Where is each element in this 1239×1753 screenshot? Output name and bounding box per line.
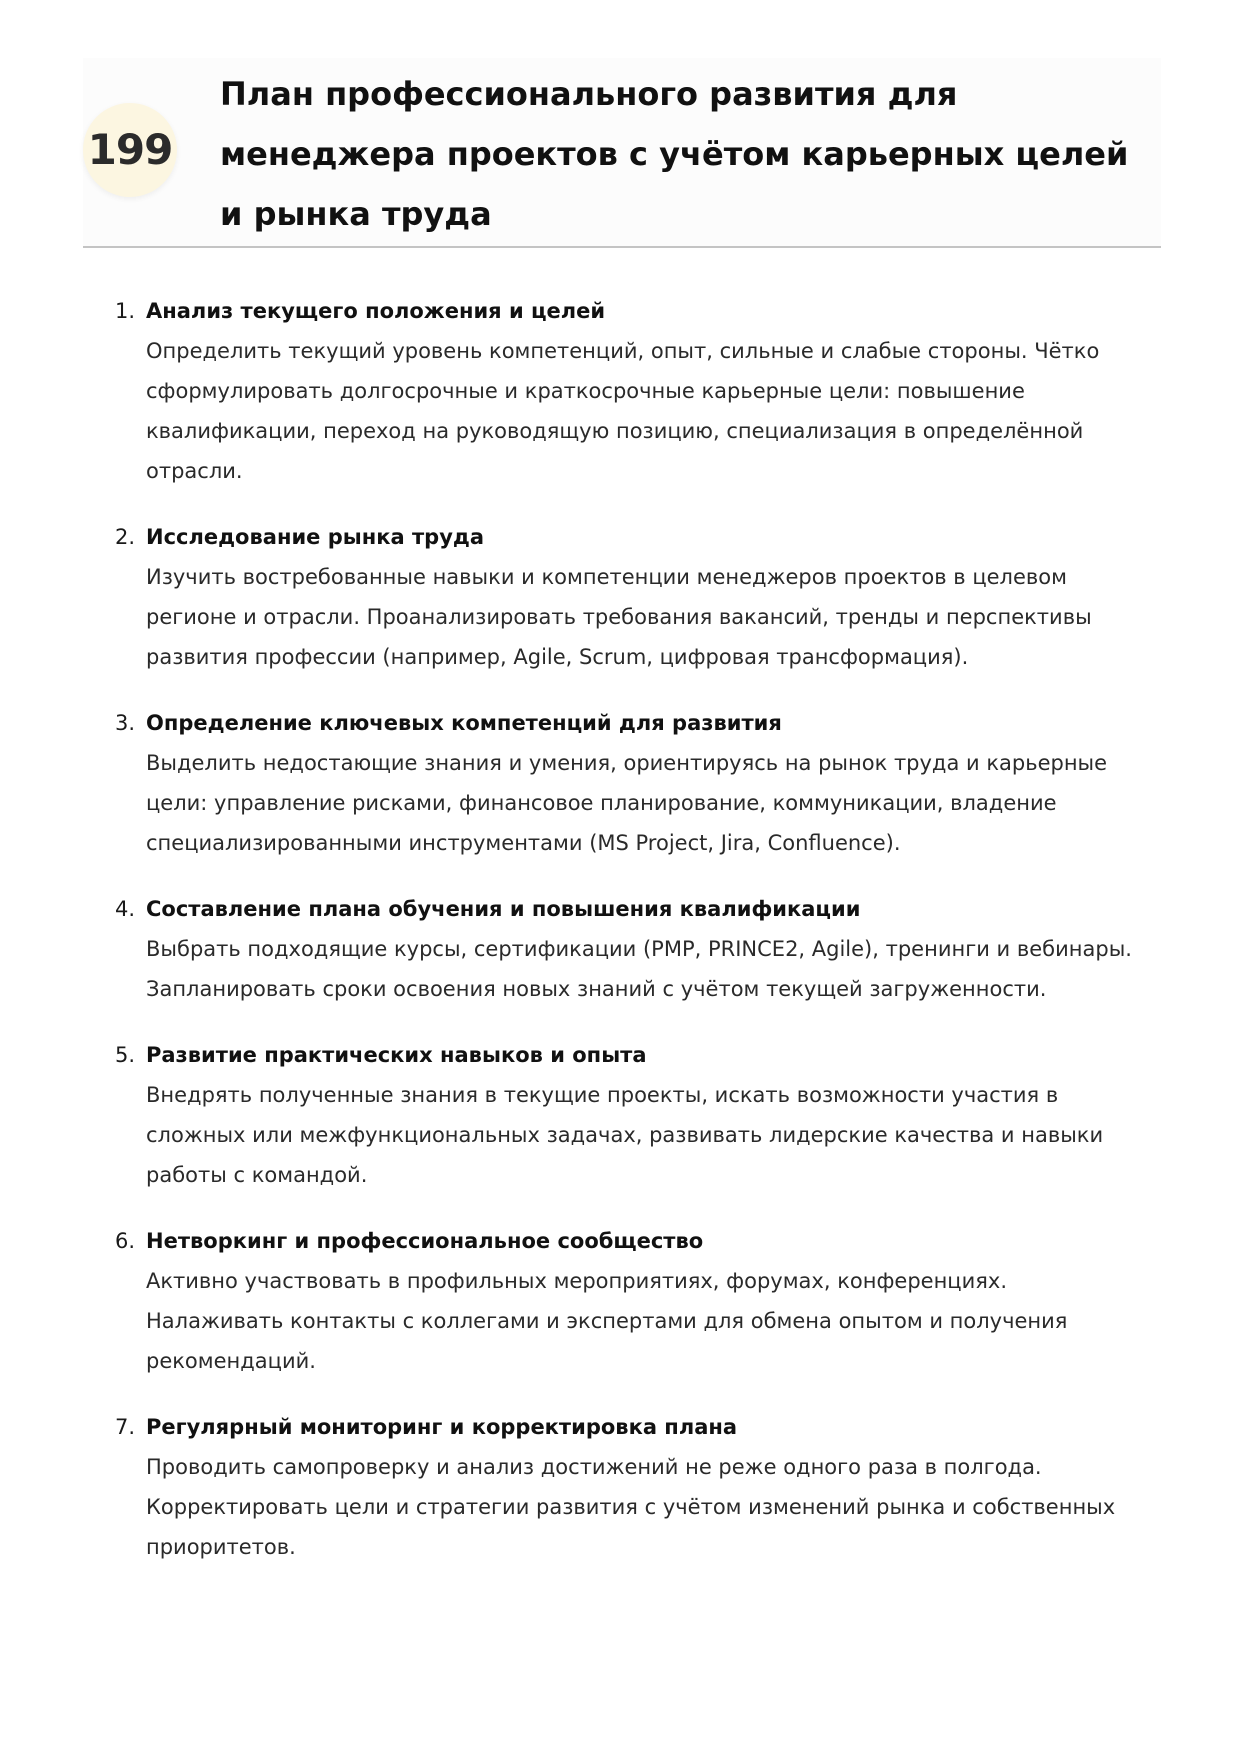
item-number: 1. [115, 299, 136, 323]
item-text: Внедрять полученные знания в текущие проекты, искать возможности участия в сложных или межфункциональных задачах, развивать лидерские качества и навыки работы с командой. [146, 1083, 1104, 1187]
item-heading: Анализ текущего положения и целей [146, 299, 606, 323]
list-item [115, 1035, 1145, 1195]
list-item [115, 291, 1145, 491]
item-number: 3. [115, 711, 136, 735]
item-text: Проводить самопроверку и анализ достижений не реже одного раза в полгода. Корректировать цели и стратегии развития с учётом изменений рынка и собственных приоритетов. [146, 1455, 1116, 1559]
item-text: Активно участвовать в профильных мероприятиях, форумах, конференциях. Налаживать контакты с коллегами и экспертами для обмена опытом и получения рекомендаций. [146, 1269, 1068, 1373]
plan-list [115, 291, 1145, 1593]
item-heading: Нетворкинг и профессиональное сообщество [146, 1229, 704, 1253]
page-title: План профессионального развития для менеджера проектов с учётом карьерных целей и рынка труда [220, 75, 1129, 233]
item-text: Выделить недостающие знания и умения, ориентируясь на рынок труда и карьерные цели: управление рисками, финансовое планирование, коммуникации, владение специализированными инструментами (MS Project, Jira, Confluence). [146, 751, 1108, 855]
list-item [115, 1221, 1145, 1381]
item-heading: Составление плана обучения и повышения квалификации [146, 897, 861, 921]
item-heading: Регулярный мониторинг и корректировка плана [146, 1415, 738, 1439]
list-item [115, 517, 1145, 677]
list-item [115, 889, 1145, 1009]
item-number: 6. [115, 1229, 136, 1253]
list-item [115, 703, 1145, 863]
item-heading: Определение ключевых компетенций для развития [146, 711, 782, 735]
item-number: 4. [115, 897, 136, 921]
item-text: Определить текущий уровень компетенций, опыт, сильные и слабые стороны. Чётко сформулировать долгосрочные и краткосрочные карьерные цели: повышение квалификации, переход на руководящую позицию, специализация в определённой отрасли. [146, 339, 1100, 483]
item-heading: Исследование рынка труда [146, 525, 485, 549]
document-header [83, 58, 1161, 248]
item-number: 5. [115, 1043, 136, 1067]
badge-number: 199 [87, 125, 173, 174]
item-number: 7. [115, 1415, 136, 1439]
item-heading: Развитие практических навыков и опыта [146, 1043, 647, 1067]
item-text: Выбрать подходящие курсы, сертификации (PMP, PRINCE2, Agile), тренинги и вебинары. Запланировать сроки освоения новых знаний с учётом текущей загруженности. [146, 937, 1132, 1001]
item-text: Изучить востребованные навыки и компетенции менеджеров проектов в целевом регионе и отрасли. Проанализировать требования вакансий, тренды и перспективы развития профессии (например, Agile, Scrum, цифровая трансформация). [146, 565, 1092, 669]
item-number: 2. [115, 525, 136, 549]
number-badge [83, 103, 177, 197]
list-item [115, 1407, 1145, 1567]
